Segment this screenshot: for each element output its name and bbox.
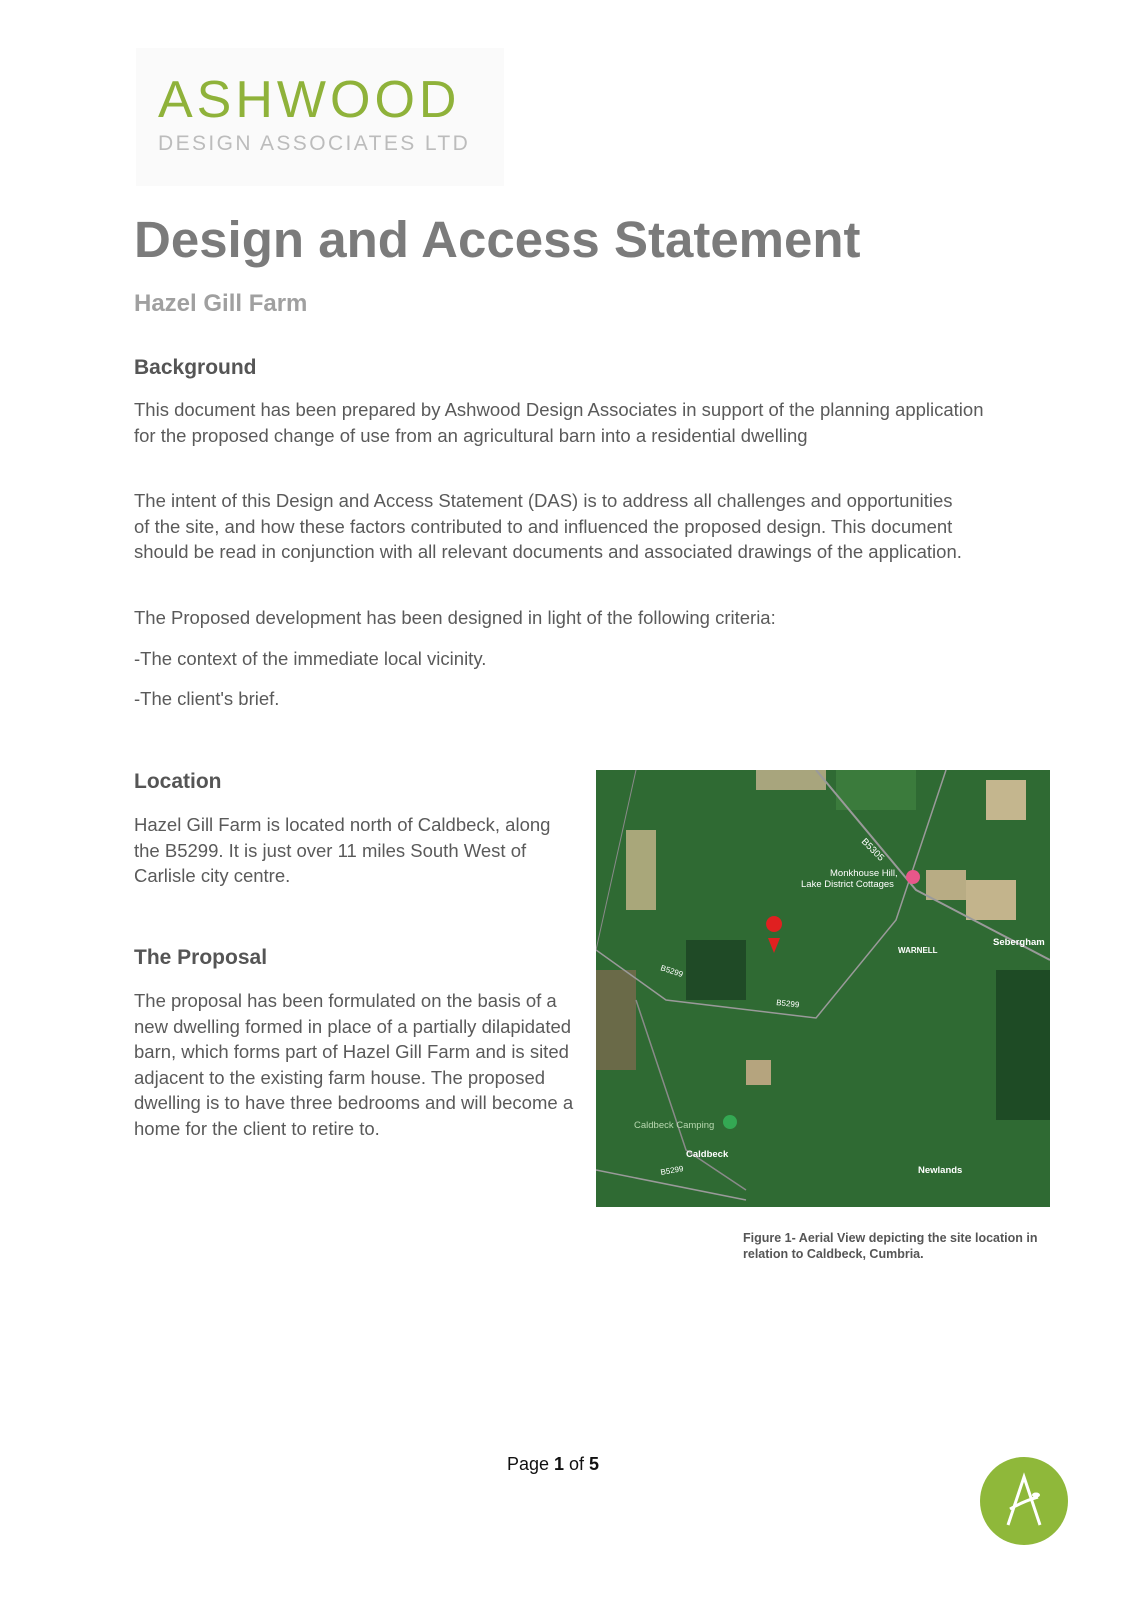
map-label: Caldbeck Camping: [634, 1120, 715, 1131]
proposal-text: The proposal has been formulated on the basis of a new dwelling formed in place of a partially dilapidated barn, which forms part of Hazel Gill Farm and is sited adjacent to the existing farm house. The proposed dwelling is to have three bedrooms and will become a home for the client to retire to.: [134, 990, 574, 1139]
proposal-heading: The Proposal: [134, 946, 268, 969]
map-label: Newlands: [918, 1165, 963, 1176]
figure-caption: Figure 1- Aerial View depicting the site location in relation to Caldbeck, Cumbria.: [743, 1231, 1038, 1261]
aerial-map: [596, 770, 1050, 1207]
background-paragraph: This document has been prepared by Ashwood Design Associates in support of the planning application for the proposed change of use from an agricultural barn into a residential dwelling: [134, 399, 984, 446]
map-label: WARNELL: [898, 946, 938, 955]
map-label: Monkhouse Hill,: [830, 868, 898, 879]
page-subtitle: Hazel Gill Farm: [134, 290, 308, 317]
total-pages: 5: [589, 1454, 600, 1474]
map-label: Caldbeck: [686, 1149, 729, 1160]
map-label: Lake District Cottages: [801, 879, 894, 890]
page-label: Page: [506, 1454, 554, 1474]
logo-tagline: DESIGN ASSOCIATES LTD: [158, 132, 471, 155]
criteria-item: -The context of the immediate local vicinity.: [134, 648, 487, 669]
criteria-item: -The client's brief.: [134, 688, 280, 709]
current-page: 1: [554, 1454, 565, 1474]
map-label: B5299: [775, 998, 800, 1010]
location-text: Hazel Gill Farm is located north of Caldbeck, along the B5299. It is just over 11 miles South West of Carlisle city centre.: [134, 814, 551, 886]
page-title: Design and Access Statement: [134, 211, 861, 268]
map-label: B5305: [858, 836, 887, 864]
logo-name: ASHWOOD: [158, 71, 461, 129]
map-label: B5299: [659, 1164, 685, 1177]
map-label: Sebergham: [993, 937, 1045, 948]
page-number: [0, 1454, 1106, 1475]
page-of: of: [564, 1454, 590, 1474]
location-heading: Location: [134, 770, 222, 793]
company-logo: [136, 48, 504, 186]
background-paragraph: The Proposed development has been designed in light of the following criteria:: [134, 607, 776, 628]
ashwood-round-logo-icon: [980, 1457, 1068, 1545]
background-heading: Background: [134, 356, 257, 379]
map-label: B5299: [659, 963, 685, 980]
background-paragraph: The intent of this Design and Access Statement (DAS) is to address all challenges and opportunities of the site, and how these factors contributed to and influenced the proposed design. This document should be read in conjunction with all relevant documents and associated drawings of the application.: [134, 490, 962, 562]
